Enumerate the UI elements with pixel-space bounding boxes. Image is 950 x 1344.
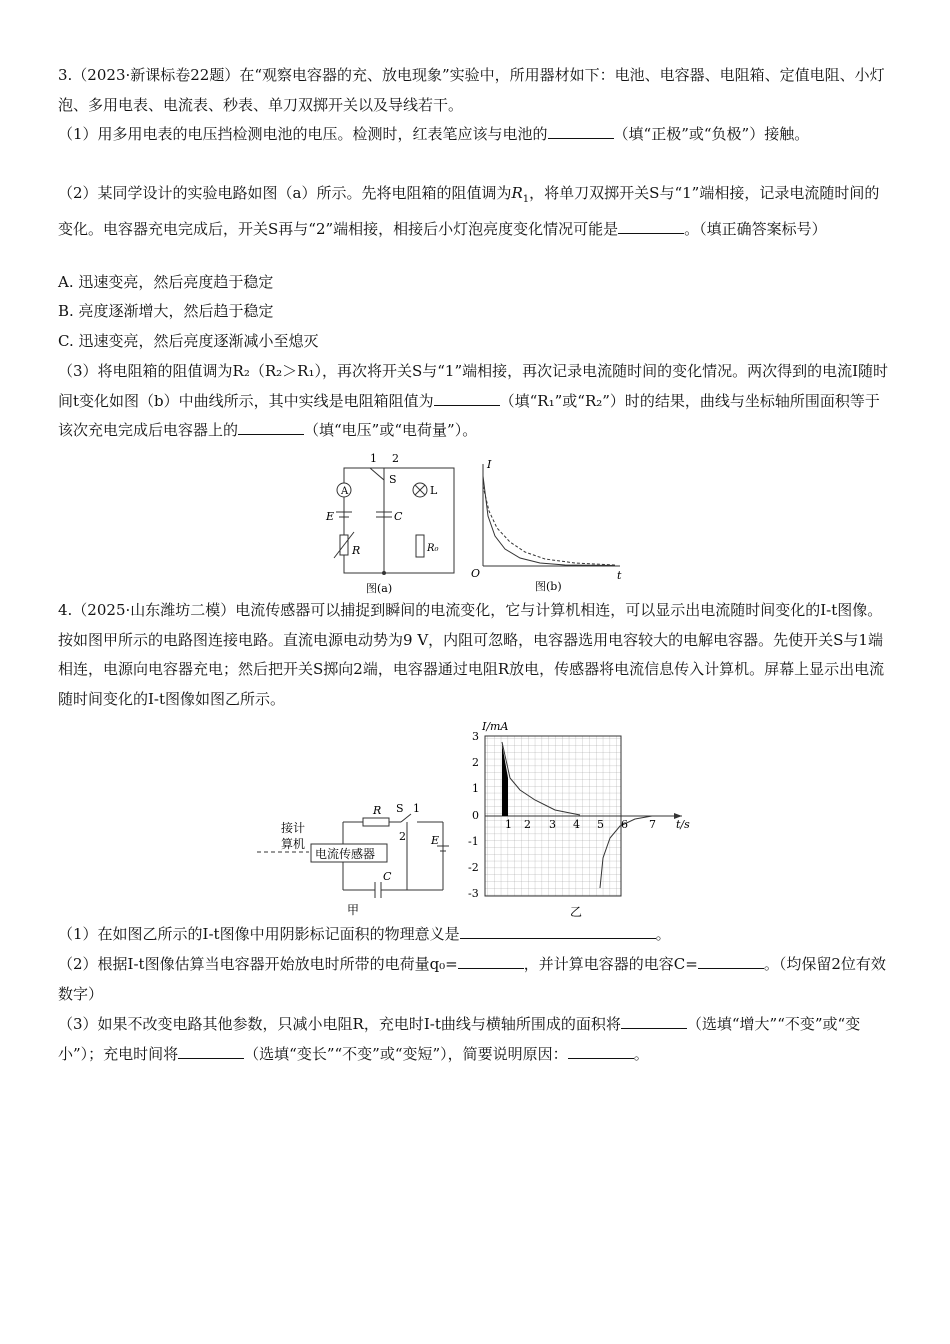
svg-text:1: 1	[413, 802, 420, 815]
answer-blank[interactable]	[178, 1044, 244, 1059]
answer-blank[interactable]	[698, 954, 764, 969]
svg-text:6: 6	[621, 818, 628, 831]
svg-text:乙: 乙	[570, 905, 583, 919]
q3-head: 3.（2023·新课标卷22题）在“观察电容器的充、放电现象”实验中，所用器材如下：电池、电容器、电阻箱、定值电阻、小灯泡、多用电表、电流表、秒表、单刀双掷开关以及导线若干。	[58, 66, 885, 114]
svg-text:-3: -3	[468, 887, 479, 900]
svg-text:5: 5	[597, 818, 604, 831]
q4-stem: 4.（2025·山东潍坊二模）电流传感器可以捕捉到瞬间的电流变化，它与计算机相连，可以显示出电流随时间变化的I-t图像。按如图甲所示的电路图连接电路。直流电源电动势为9 V，内阻可忽略，电容器选用电容较大的电解电容器。先使开关S与1端相连，电源向电容器充电；然后把开关S掷向2端，电容器通过电阻R放电，传感器将电流信息传入计算机。屏幕上显示出电流随时间变化的I-t图像如图乙所示。	[58, 601, 885, 708]
q3-option-a: A. 迅速变亮，然后亮度趋于稳定	[58, 273, 274, 291]
svg-text:1: 1	[472, 782, 479, 795]
svg-text:算机: 算机	[281, 837, 306, 851]
svg-text:3: 3	[549, 818, 556, 831]
q3-part3: （3）将电阻箱的阻值调为R₂（R₂＞R₁），再次将开关S与“1”端相接，再次记录电流随时间的变化情况。两次得到的电流I随时间t变化如图（b）中曲线所示，其中实线是电阻箱阻值为 （填“R₁”或“R₂”）时的结果，曲线与坐标轴所围面积等于该次充电完成后电容器上的 （填“电压”或“电荷量”）。	[58, 362, 889, 439]
svg-text:1: 1	[505, 818, 512, 831]
figure-a-circuit	[310, 450, 460, 598]
q3-option-c: C. 迅速变亮，然后亮度逐渐减小至熄灭	[58, 332, 319, 350]
answer-blank[interactable]	[434, 391, 500, 406]
resistor-icon	[363, 818, 389, 826]
svg-text:t: t	[617, 569, 622, 582]
q4-part1: （1）在如图乙所示的I-t图像中用阴影标记面积的物理意义是 。	[58, 925, 671, 943]
svg-text:接计: 接计	[281, 821, 306, 835]
answer-blank[interactable]	[548, 124, 614, 139]
q4-part3: （3）如果不改变电路其他参数，只减小电阻R，充电时I-t曲线与横轴所围成的面积将 （选填“增大”“不变”或“变小”）；充电时间将 （选填“变长”“不变”或“变短”），简要说明原因： 。	[58, 1015, 861, 1063]
svg-text:7: 7	[649, 818, 656, 831]
svg-text:图(a): 图(a)	[366, 582, 393, 595]
switch-icon	[401, 814, 411, 822]
svg-text:E: E	[431, 834, 440, 847]
svg-text:t/s: t/s	[676, 818, 690, 831]
figure-b-graph	[465, 456, 630, 596]
answer-blank[interactable]	[618, 219, 684, 234]
svg-text:C: C	[383, 870, 392, 883]
svg-text:-1: -1	[468, 835, 479, 848]
svg-text:电流传感器: 电流传感器	[315, 847, 376, 861]
svg-text:R: R	[373, 804, 382, 817]
svg-text:R₀: R₀	[427, 543, 439, 554]
svg-text:4: 4	[573, 818, 580, 831]
q3-part1: （1）用多用电表的电压挡检测电池的电压。检测时，红表笔应该与电池的 （填“正极”或“负极”）接触。	[58, 125, 810, 143]
svg-text:2: 2	[392, 452, 399, 465]
figure-yi-graph	[460, 718, 700, 922]
svg-text:I/mA: I/mA	[482, 720, 509, 733]
answer-blank[interactable]	[568, 1044, 634, 1059]
solid-curve	[483, 476, 615, 566]
svg-text:2: 2	[524, 818, 531, 831]
q3-part2: （2）某同学设计的实验电路如图（a）所示。先将电阻箱的阻值调为$R_1$，将单刀双掷开关S与“1”端相接，记录电流随时间的变化。电容器充电完成后，开关S再与“2”端相接，相接后小灯泡亮度变化情况可能是 。（填正确答案标号）	[58, 184, 880, 238]
svg-text:R: R	[352, 544, 361, 557]
svg-text:L: L	[430, 484, 438, 497]
svg-text:I: I	[487, 458, 492, 471]
svg-text:E: E	[326, 510, 335, 523]
answer-blank[interactable]	[621, 1014, 687, 1029]
svg-text:0: 0	[472, 809, 479, 822]
q3-option-b: B. 亮度逐渐增大，然后趋于稳定	[58, 302, 274, 320]
answer-blank[interactable]	[238, 420, 304, 435]
svg-text:-2: -2	[468, 861, 479, 874]
resistor-r0-icon	[416, 535, 424, 557]
svg-text:2: 2	[472, 756, 479, 769]
switch-icon	[370, 468, 384, 480]
svg-text:2: 2	[399, 830, 406, 843]
svg-text:A: A	[341, 486, 349, 497]
figure-jia-circuit	[255, 800, 455, 920]
svg-text:O: O	[471, 567, 481, 580]
q4-part2: （2）根据I-t图像估算当电容器开始放电时所带的电荷量q₀= ，并计算电容器的电容C= 。（均保留2位有效数字）	[58, 955, 886, 1003]
svg-text:图(b): 图(b)	[535, 580, 562, 593]
svg-text:S: S	[389, 473, 397, 486]
svg-text:1: 1	[370, 452, 377, 465]
answer-blank[interactable]	[460, 924, 656, 939]
answer-blank[interactable]	[458, 954, 524, 969]
svg-text:C: C	[394, 510, 403, 523]
svg-text:甲: 甲	[347, 903, 360, 917]
dashed-curve	[483, 486, 615, 565]
svg-text:3: 3	[472, 730, 479, 743]
svg-text:S: S	[396, 802, 404, 815]
